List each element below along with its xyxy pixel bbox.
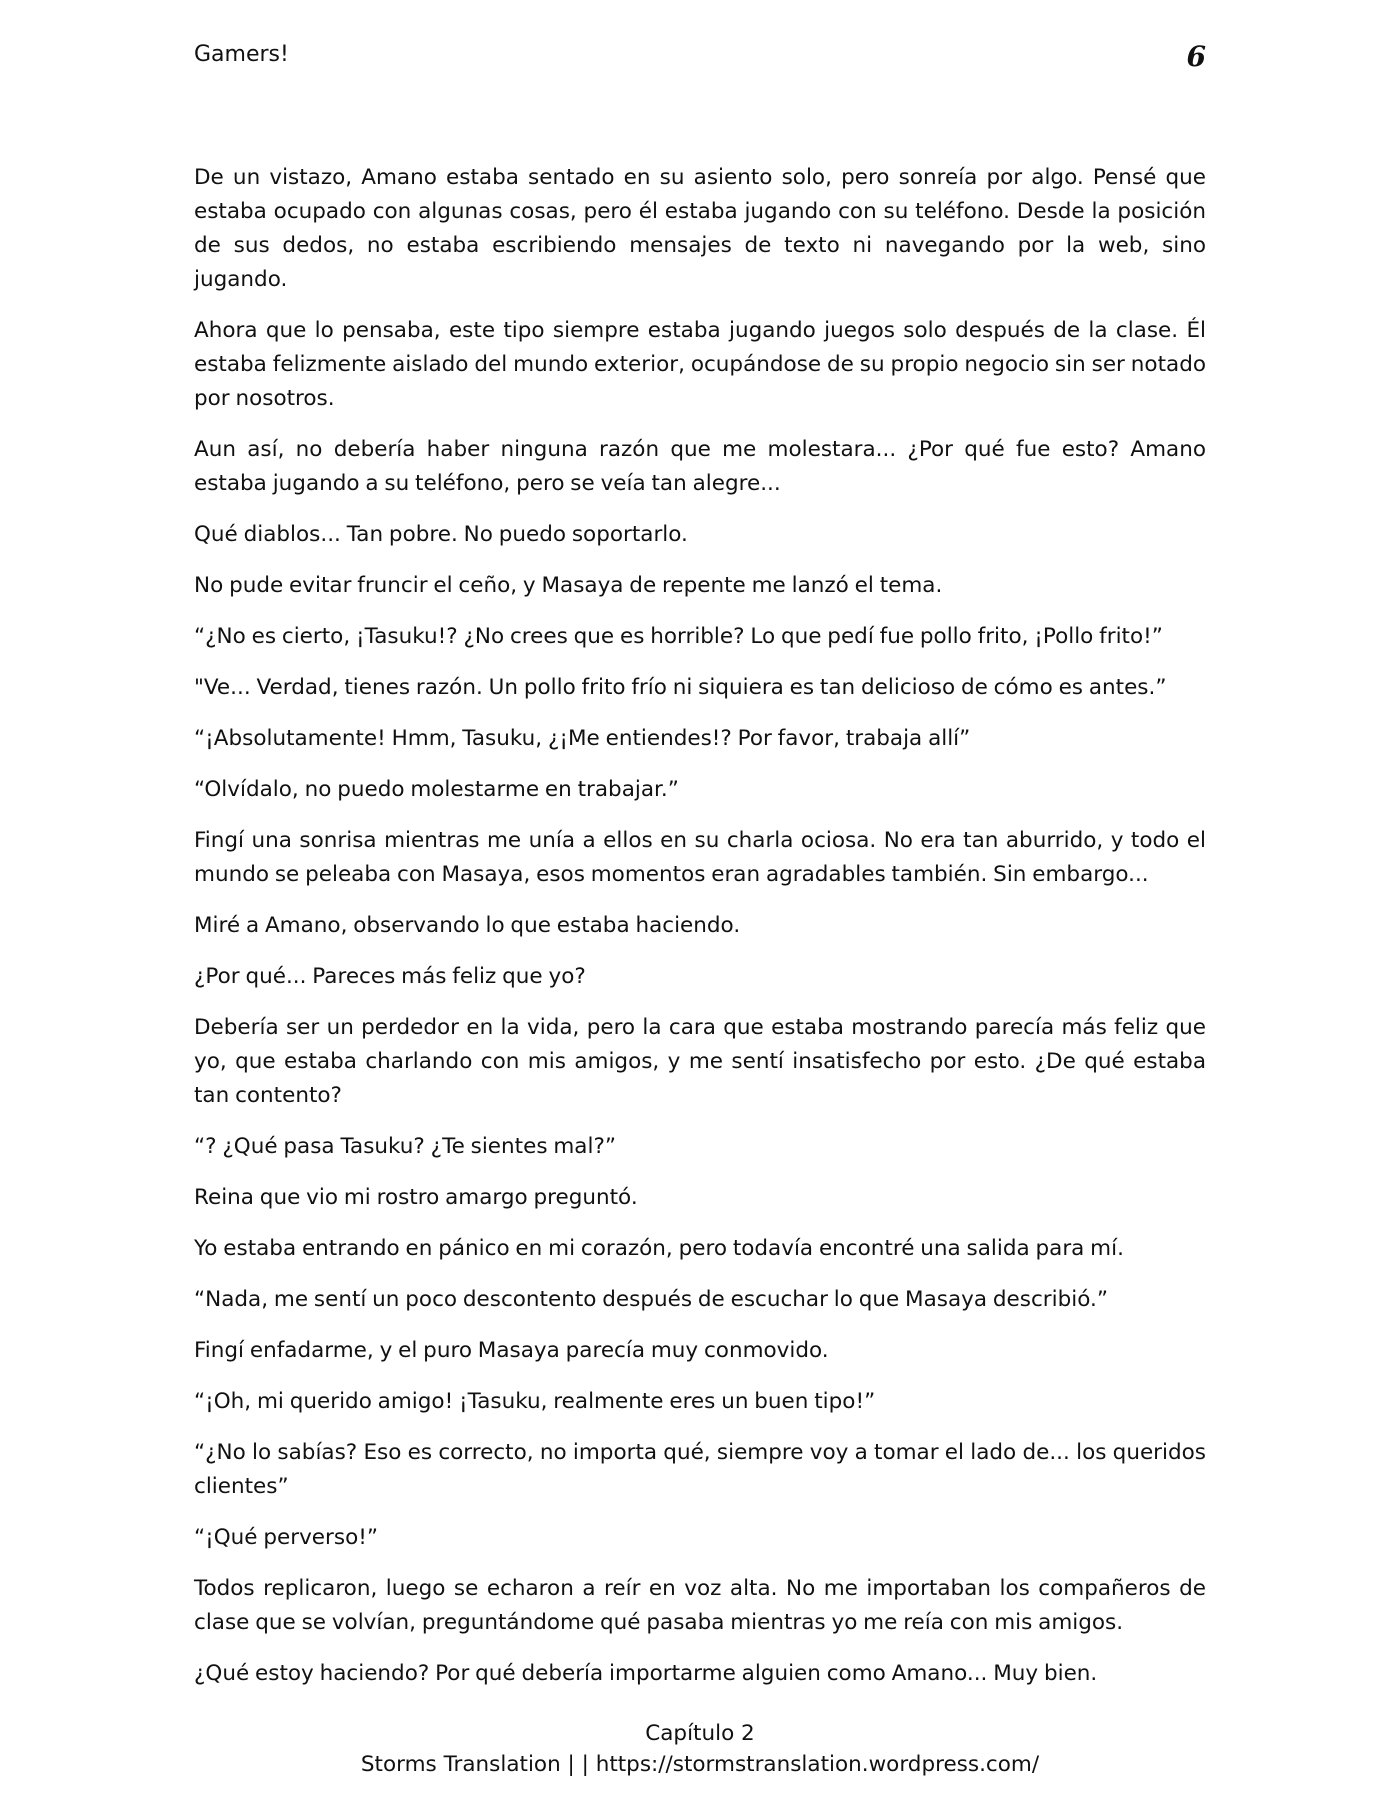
page-footer (0, 1718, 1400, 1780)
chapter-body (194, 161, 1206, 1708)
paragraph-12: ¿Por qué... Pareces más feliz que yo? (194, 964, 586, 989)
book-title: Gamers! (194, 42, 289, 67)
paragraph-15: Reina que vio mi rostro amargo preguntó. (194, 1185, 638, 1210)
paragraph-14: “? ¿Qué pasa Tasuku? ¿Te sientes mal?” (194, 1134, 616, 1159)
paragraph-8: “¡Absolutamente! Hmm, Tasuku, ¿¡Me entiendes!? Por favor, trabaja allí” (194, 726, 971, 751)
paragraph-13: Debería ser un perdedor en la vida, pero la cara que estaba mostrando parecía más feliz que yo, que estaba charlando con mis amigos, y me sentí insatisfecho por esto. ¿De qué estaba tan contento? (194, 1015, 1206, 1108)
paragraph-6: “¿No es cierto, ¡Tasuku!? ¿No crees que es horrible? Lo que pedí fue pollo frito, ¡Pollo frito!” (194, 624, 1163, 649)
translation-credit: Storms Translation | | https://stormstranslation.wordpress.com/ (360, 1752, 1040, 1777)
page-number: 6 (1186, 40, 1206, 73)
paragraph-1: De un vistazo, Amano estaba sentado en su asiento solo, pero sonreía por algo. Pensé que estaba ocupado con algunas cosas, pero él estaba jugando con su teléfono. Desde la posición de sus dedos, no estaba escribiendo mensajes de texto ni navegando por la web, sino jugando. (194, 165, 1206, 292)
paragraph-10: Fingí una sonrisa mientras me unía a ellos en su charla ociosa. No era tan aburrido, y todo el mundo se peleaba con Masaya, esos momentos eran agradables también. Sin embargo... (194, 828, 1206, 887)
paragraph-2: Ahora que lo pensaba, este tipo siempre estaba jugando juegos solo después de la clase. Él estaba felizmente aislado del mundo exterior, ocupándose de su propio negocio sin ser notado por nosotros. (194, 318, 1206, 411)
paragraph-7: "Ve... Verdad, tienes razón. Un pollo frito frío ni siquiera es tan delicioso de cómo es antes.” (194, 675, 1167, 700)
paragraph-17: “Nada, me sentí un poco descontento después de escuchar lo que Masaya describió.” (194, 1287, 1108, 1312)
paragraph-19: “¡Oh, mi querido amigo! ¡Tasuku, realmente eres un buen tipo!” (194, 1389, 876, 1414)
page-header (194, 40, 1206, 76)
paragraph-22: Todos replicaron, luego se echaron a reír en voz alta. No me importaban los compañeros de clase que se volvían, preguntándome qué pasaba mientras yo me reía con mis amigos. (194, 1576, 1206, 1635)
paragraph-3: Aun así, no debería haber ninguna razón que me molestara... ¿Por qué fue esto? Amano estaba jugando a su teléfono, pero se veía tan alegre... (194, 437, 1206, 496)
paragraph-21: “¡Qué perverso!” (194, 1525, 378, 1550)
paragraph-16: Yo estaba entrando en pánico en mi corazón, pero todavía encontré una salida para mí. (194, 1236, 1124, 1261)
chapter-label: Capítulo 2 (645, 1721, 755, 1746)
paragraph-18: Fingí enfadarme, y el puro Masaya parecía muy conmovido. (194, 1338, 829, 1363)
paragraph-5: No pude evitar fruncir el ceño, y Masaya de repente me lanzó el tema. (194, 573, 943, 598)
paragraph-20: “¿No lo sabías? Eso es correcto, no importa qué, siempre voy a tomar el lado de... los queridos clientes” (194, 1440, 1206, 1499)
paragraph-23: ¿Qué estoy haciendo? Por qué debería importarme alguien como Amano... Muy bien. (194, 1661, 1098, 1686)
paragraph-9: “Olvídalo, no puedo molestarme en trabajar.” (194, 777, 679, 802)
paragraph-11: Miré a Amano, observando lo que estaba haciendo. (194, 913, 741, 938)
paragraph-4: Qué diablos... Tan pobre. No puedo soportarlo. (194, 522, 688, 547)
